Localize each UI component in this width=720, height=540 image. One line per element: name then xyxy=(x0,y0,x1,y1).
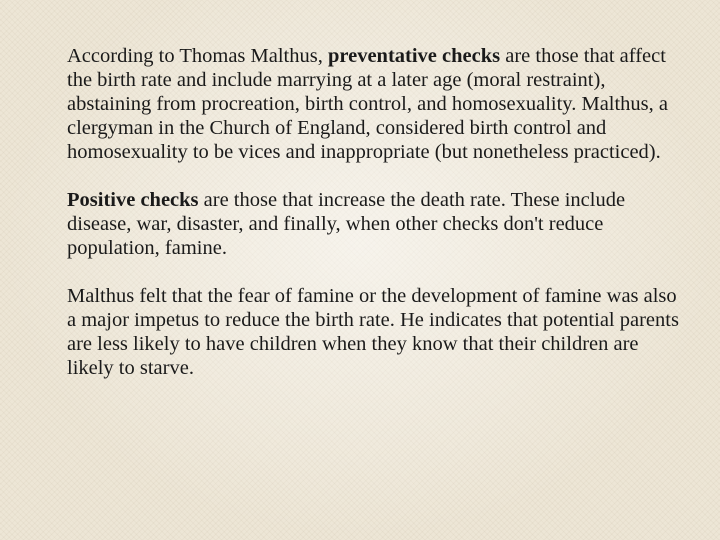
term-preventative-checks: preventative checks xyxy=(327,45,501,67)
paragraph-text-lead: According to Thomas Malthus, xyxy=(67,45,328,67)
term-positive-checks: Positive checks xyxy=(67,189,199,211)
paragraph-text: Malthus felt that the fear of famine or the development of famine was also a major impetus to reduce the birth rate. He indicates that potential parents are less likely to have children when they know that their children are likely to starve. xyxy=(67,285,679,379)
paragraph-text-rest: are those that affect the birth rate and include marrying at a later age (moral restraint), abstaining from procreation, birth control, and homosexuality. Malthus, a clergyman in the Church of England, considered birth control and homosexuality to be vices and inappropriate (but nonetheless practiced). xyxy=(67,45,669,163)
paragraph-positive-checks xyxy=(67,188,679,260)
paragraph-preventative-checks xyxy=(67,44,679,164)
slide-body-text xyxy=(67,44,679,404)
paragraph-fear-of-famine xyxy=(67,284,679,380)
paragraph-text-rest: are those that increase the death rate. These include disease, war, disaster, and finally, when other checks don't reduce population, famine. xyxy=(67,189,626,259)
